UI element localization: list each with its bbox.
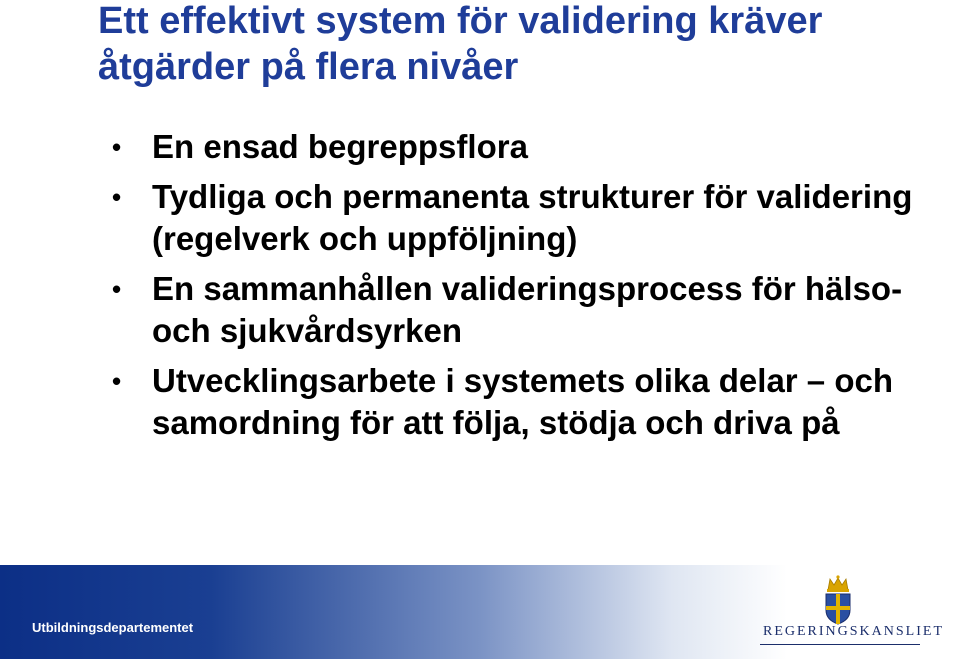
crown-shield-icon (758, 574, 944, 652)
bullet-item (112, 126, 942, 168)
bullet-item (112, 360, 942, 444)
department-label: Utbildningsdepartementet (32, 620, 194, 635)
bullet-text: Tydliga och permanenta strukturer för validering (regelverk och uppföljning) (152, 178, 913, 257)
bullet-dot: • (112, 366, 122, 396)
bullet-item (112, 268, 942, 352)
crown-icon (827, 575, 849, 592)
slide-title: Ett effektivt system för validering kräver åtgärder på flera nivåer (98, 0, 823, 88)
bullet-dot: • (112, 274, 122, 304)
bullet-text: Utvecklingsarbete i systemets olika delar – och samordning för att följa, stödja och driva på (152, 362, 894, 441)
bullet-text: En sammanhållen valideringsprocess för hälso- och sjukvårdsyrken (152, 270, 903, 349)
bullet-item (112, 176, 942, 260)
bullet-dot: • (112, 132, 122, 162)
shield-icon (826, 594, 850, 624)
bullet-dot: • (112, 182, 122, 212)
bullet-list (112, 126, 942, 452)
bullet-text: En ensad begreppsflora (152, 128, 528, 165)
logo-underline (760, 644, 920, 645)
logo-wordmark: REGERINGSKANSLIET (763, 624, 944, 639)
